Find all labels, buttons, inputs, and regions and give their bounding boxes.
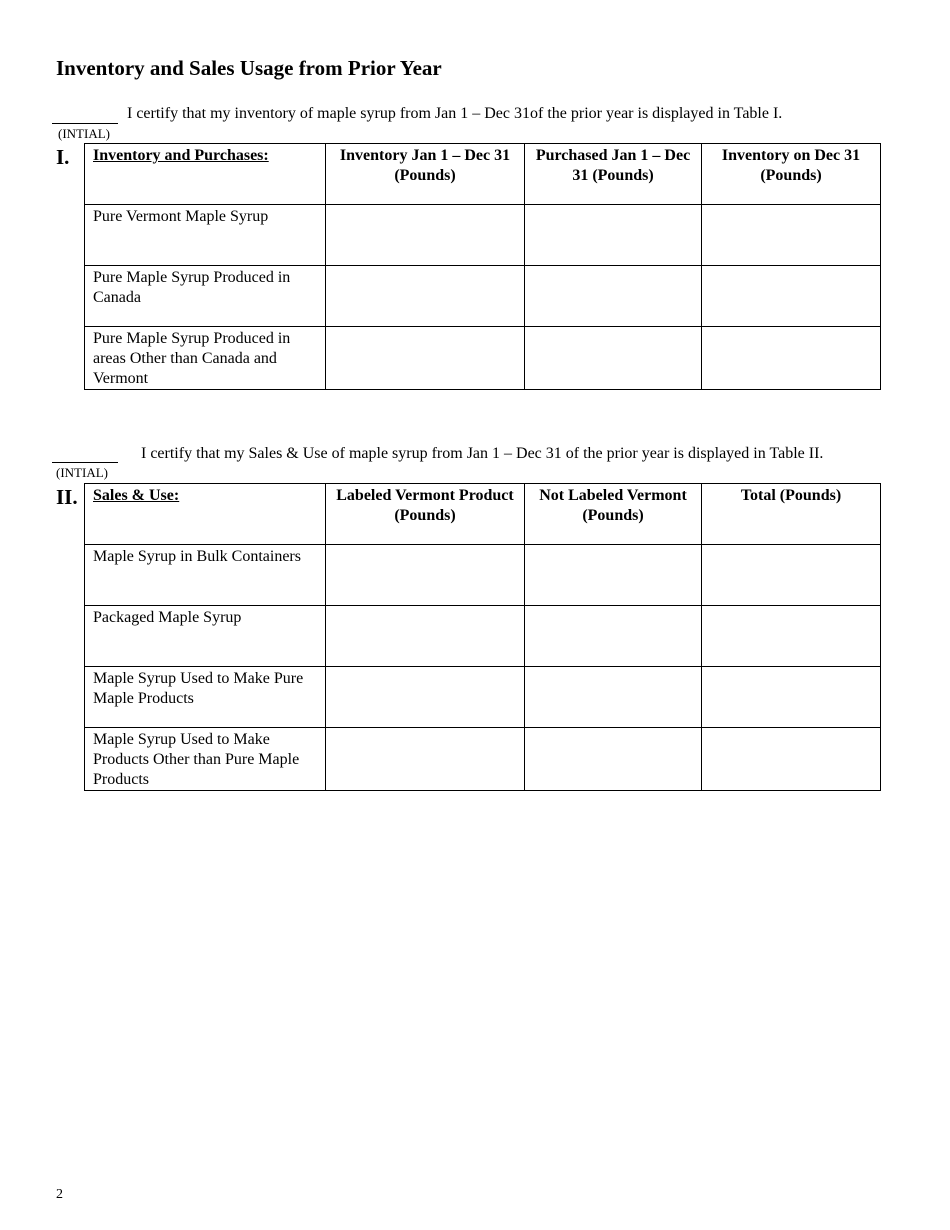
table-header: Purchased Jan 1 – Dec 31 (Pounds)	[525, 144, 702, 205]
table-header: Inventory and Purchases:	[85, 144, 326, 205]
page-number: 2	[56, 1187, 63, 1202]
table-header: Total (Pounds)	[702, 484, 881, 545]
table-header: Inventory Jan 1 – Dec 31 (Pounds)	[326, 144, 525, 205]
entry-cell[interactable]	[702, 327, 881, 390]
table-row	[85, 205, 881, 266]
entry-cell[interactable]	[525, 327, 702, 390]
entry-cell[interactable]	[525, 728, 702, 791]
table-header: Sales & Use:	[85, 484, 326, 545]
certify-statement-2: I certify that my Sales & Use of maple syrup from Jan 1 – Dec 31 of the prior year is displayed in Table II.	[141, 445, 824, 462]
initial-blank-2[interactable]	[52, 462, 118, 463]
table-header: Inventory on Dec 31 (Pounds)	[702, 144, 881, 205]
page-title: Inventory and Sales Usage from Prior Year	[56, 56, 442, 80]
entry-cell[interactable]	[326, 728, 525, 791]
table-row	[85, 327, 881, 390]
entry-cell[interactable]	[525, 606, 702, 667]
entry-cell[interactable]	[326, 266, 525, 327]
certify-statement-1: I certify that my inventory of maple syrup from Jan 1 – Dec 31of the prior year is displayed in Table I.	[127, 105, 783, 122]
entry-cell[interactable]	[326, 205, 525, 266]
table-row	[85, 728, 881, 791]
entry-cell[interactable]	[326, 327, 525, 390]
row-label: Packaged Maple Syrup	[85, 606, 326, 667]
row-label: Pure Vermont Maple Syrup	[85, 205, 326, 266]
sales-use-table	[84, 483, 881, 791]
entry-cell[interactable]	[326, 606, 525, 667]
entry-cell[interactable]	[326, 667, 525, 728]
row-label: Pure Maple Syrup Produced in Canada	[85, 266, 326, 327]
table-header: Labeled Vermont Product (Pounds)	[326, 484, 525, 545]
table-header: Not Labeled Vermont (Pounds)	[525, 484, 702, 545]
section-number-2: II.	[56, 485, 78, 509]
table-header-row	[85, 144, 881, 205]
initial-label-2: (INTIAL)	[56, 465, 108, 480]
initial-blank-1[interactable]	[52, 123, 118, 124]
inventory-table	[84, 143, 881, 390]
entry-cell[interactable]	[525, 205, 702, 266]
entry-cell[interactable]	[702, 667, 881, 728]
section-number-1: I.	[56, 145, 70, 169]
entry-cell[interactable]	[702, 266, 881, 327]
entry-cell[interactable]	[525, 667, 702, 728]
entry-cell[interactable]	[525, 266, 702, 327]
table-header-row	[85, 484, 881, 545]
entry-cell[interactable]	[702, 545, 881, 606]
row-label: Maple Syrup Used to Make Products Other than Pure Maple Products	[85, 728, 326, 791]
initial-label-1: (INTIAL)	[58, 126, 110, 141]
table-row	[85, 545, 881, 606]
entry-cell[interactable]	[702, 606, 881, 667]
row-label: Maple Syrup in Bulk Containers	[85, 545, 326, 606]
entry-cell[interactable]	[326, 545, 525, 606]
row-label: Pure Maple Syrup Produced in areas Other than Canada and Vermont	[85, 327, 326, 390]
entry-cell[interactable]	[525, 545, 702, 606]
table-row	[85, 606, 881, 667]
entry-cell[interactable]	[702, 728, 881, 791]
row-label: Maple Syrup Used to Make Pure Maple Products	[85, 667, 326, 728]
table-row	[85, 266, 881, 327]
table-row	[85, 667, 881, 728]
entry-cell[interactable]	[702, 205, 881, 266]
